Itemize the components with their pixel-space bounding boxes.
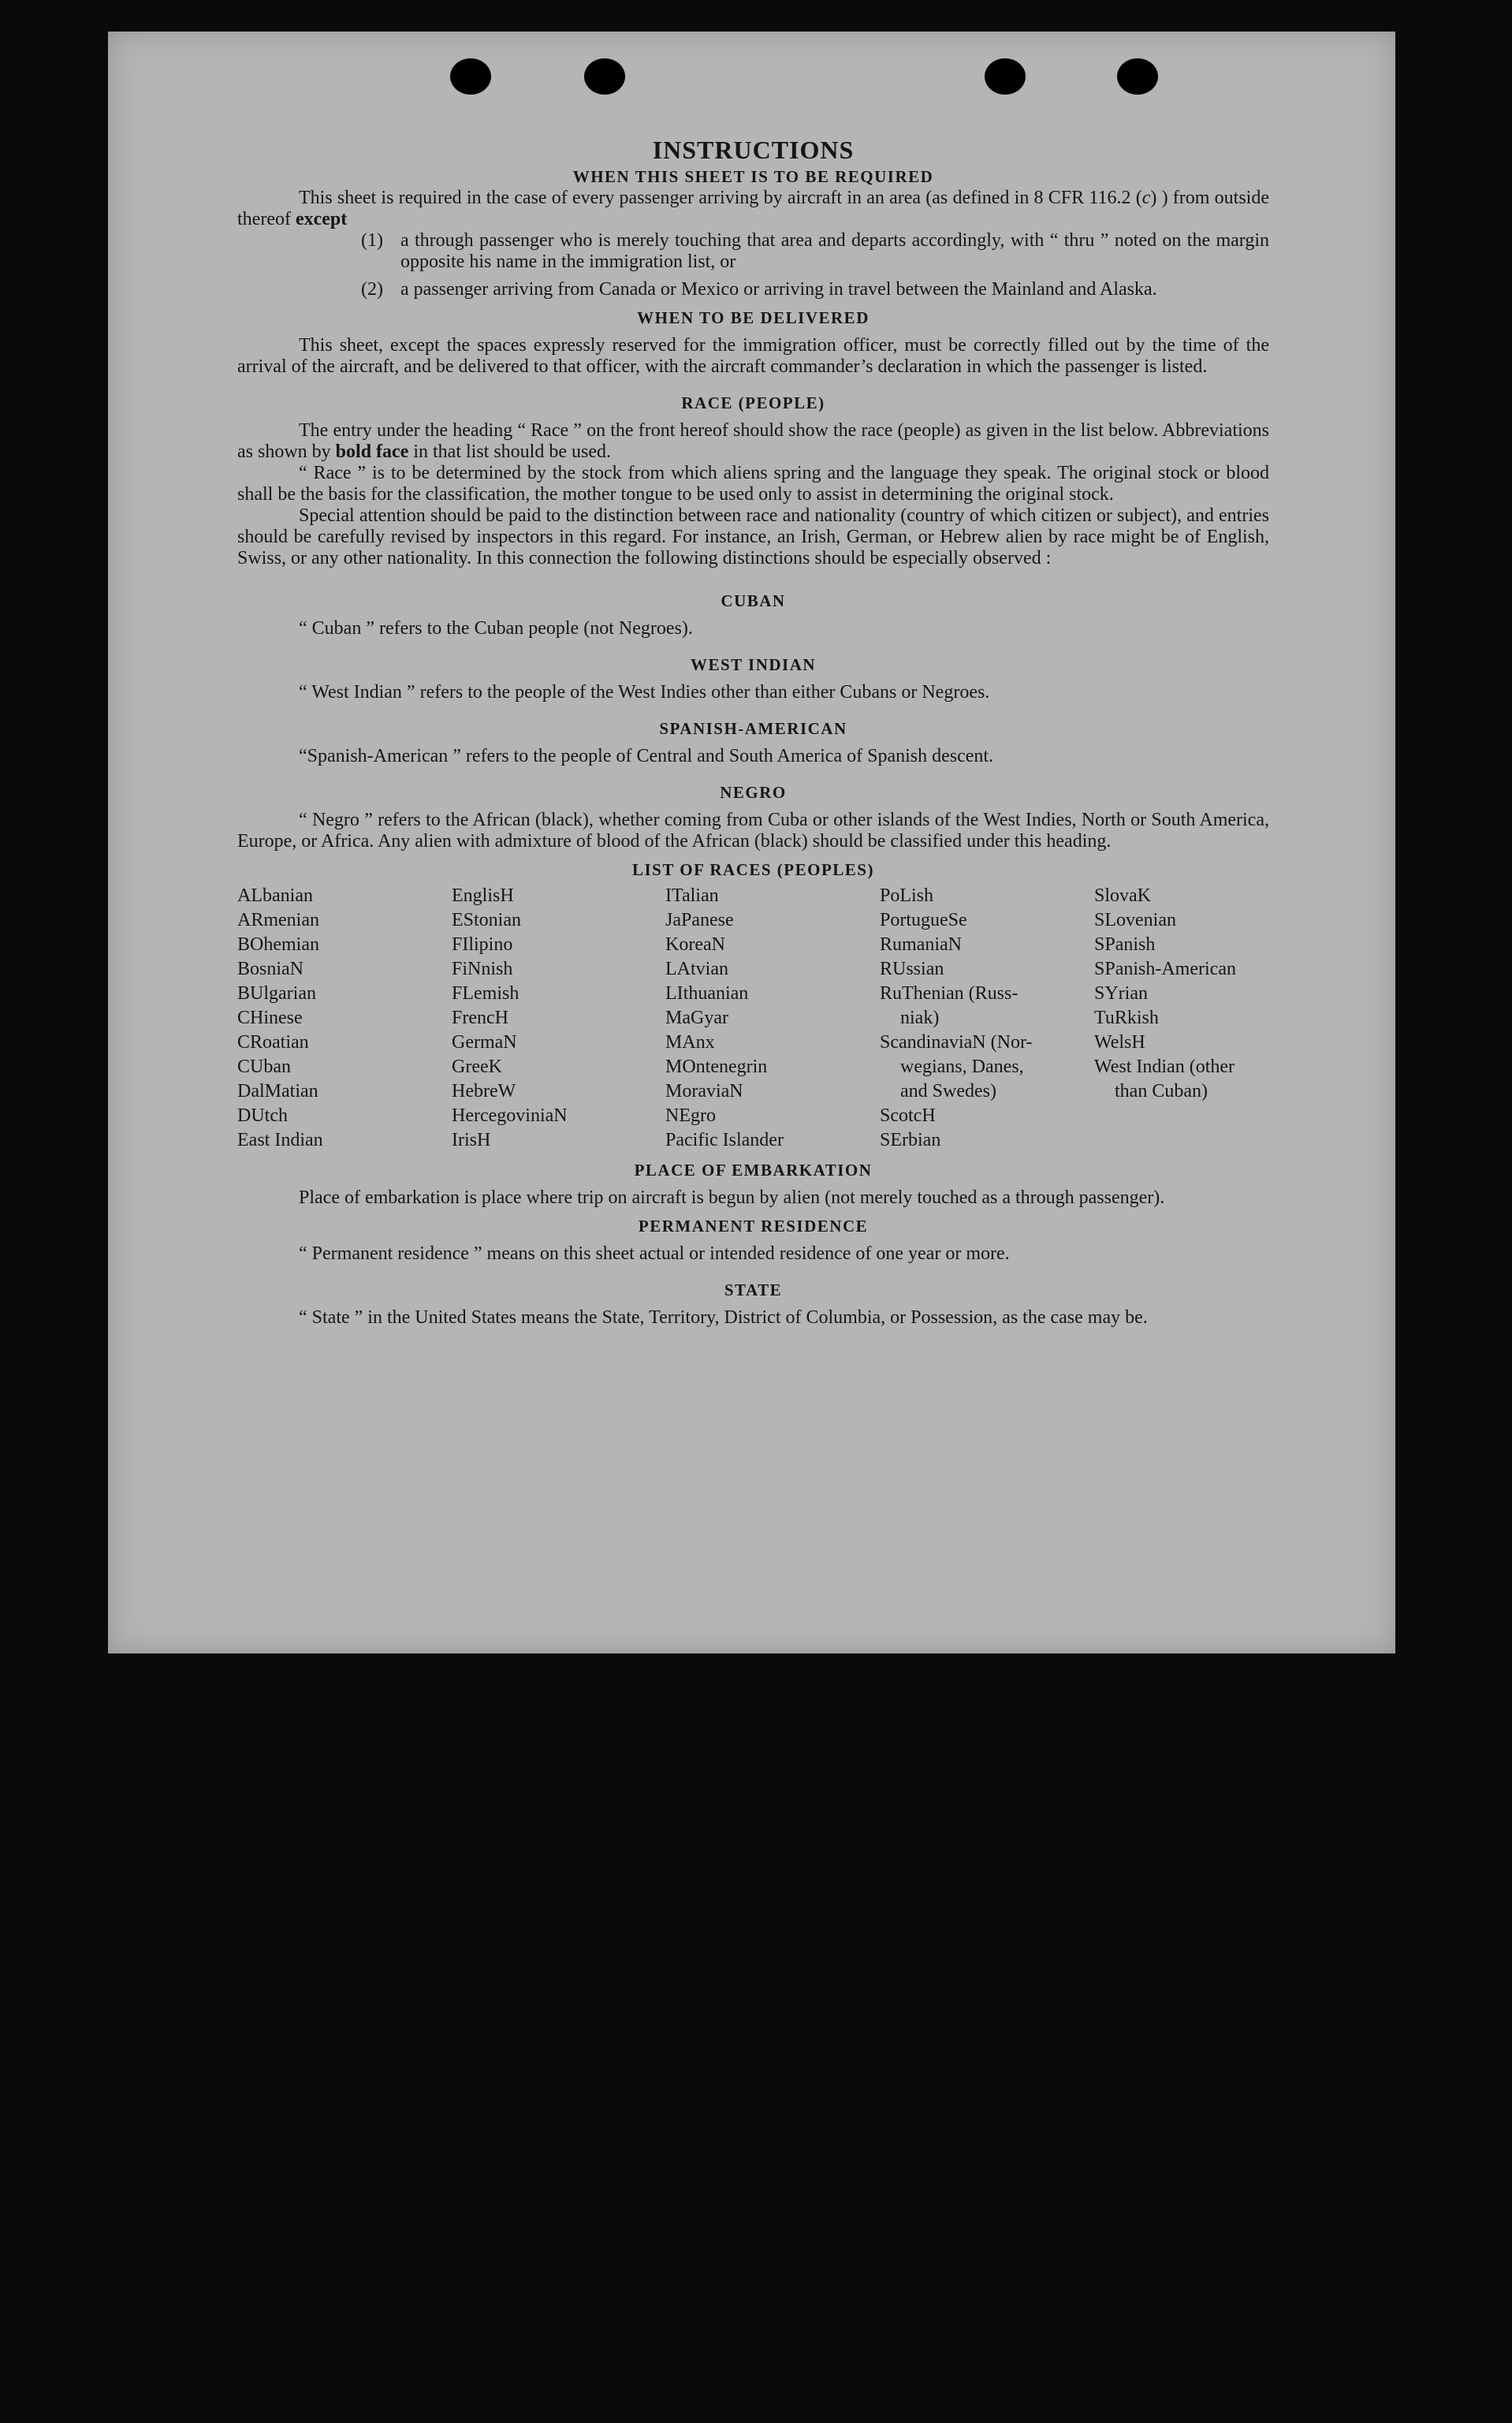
races-column [665, 884, 880, 1153]
exception-item: (2) a passenger arriving from Canada or Mexico or arriving in travel between the Mainland and Alaska. [361, 279, 1157, 300]
race-entry: CHinese [237, 1008, 303, 1028]
race-entry: LAtvian [665, 959, 728, 979]
paragraph-requirement: This sheet is required in the case of every passenger arriving by aircraft in an area (as defined in 8 CFR 116.2 (c) ) from outside thereof except [237, 188, 1269, 229]
race-entry: DUtch [237, 1105, 288, 1126]
race-entry: than Cuban) [1115, 1081, 1208, 1102]
race-entry: ALbanian [237, 885, 313, 906]
race-entry: MaGyar [665, 1008, 728, 1028]
race-entry: SLovenian [1094, 910, 1176, 930]
race-entry: HercegoviniaN [452, 1105, 568, 1126]
race-entry: LIthuanian [665, 983, 749, 1004]
race-entry: JaPanese [665, 910, 734, 930]
page-title: INSTRUCTIONS [652, 136, 855, 164]
exception-item: (1) a through passenger who is merely touching that area and departs accordingly, with “ thru ” noted on the margin opposite his name in the immigration list, or [361, 230, 1269, 272]
race-entry: EnglisH [452, 885, 514, 906]
race-entry: WelsH [1094, 1032, 1145, 1053]
race-entry: MoraviaN [665, 1081, 743, 1102]
race-entry: NEgro [665, 1105, 716, 1126]
paragraph-spanish-american: “Spanish-American ” refers to the people of Central and South America of Spanish descent. [299, 746, 994, 766]
race-entry: Pacific Islander [665, 1130, 784, 1150]
heading-permanent-residence: PERMANENT RESIDENCE [638, 1217, 869, 1236]
races-column [452, 884, 665, 1153]
paragraph-race-entry: The entry under the heading “ Race ” on the front hereof should show the race (people) as given in the list below. Abbreviations as shown by bold face in that list should be used. [237, 420, 1269, 462]
race-entry: DalMatian [237, 1081, 318, 1102]
race-entry: SPanish [1094, 934, 1156, 955]
race-entry: BUlgarian [237, 983, 316, 1004]
race-entry: TuRkish [1094, 1008, 1159, 1028]
race-entry: wegians, Danes, [900, 1057, 1024, 1077]
race-entry: and Swedes) [900, 1081, 996, 1102]
race-entry: FIlipino [452, 934, 513, 955]
race-entry: East Indian [237, 1130, 323, 1150]
heading-when-delivered: WHEN TO BE DELIVERED [637, 308, 870, 327]
paragraph-negro: “ Negro ” refers to the African (black), whether coming from Cuba or other islands of the West Indies, North or South America, Europe, or Africa. Any alien with admixture of blood of the African (black) should be classified under this heading. [237, 810, 1269, 852]
races-list [237, 884, 1269, 1153]
paragraph-embarkation: Place of embarkation is place where trip on aircraft is begun by alien (not merely touched as a through passenger). [299, 1187, 1165, 1208]
races-column [1094, 884, 1269, 1153]
race-entry: RuThenian (Russ- [880, 983, 1019, 1004]
heading-spanish-american: SPANISH-AMERICAN [659, 719, 847, 738]
heading-negro: NEGRO [720, 783, 787, 802]
paragraph-state: “ State ” in the United States means the State, Territory, District of Columbia, or Possession, as the case may be. [299, 1307, 1148, 1328]
race-entry: SYrian [1094, 983, 1148, 1004]
race-entry: ScotcH [880, 1105, 936, 1126]
race-entry: FrencH [452, 1008, 508, 1028]
heading-list-of-races: LIST OF RACES (PEOPLES) [632, 860, 874, 879]
paragraph-race-definition: “ Race ” is to be determined by the stock from which aliens spring and the language they speak. The original stock or blood shall be the basis for the classification, the mother tongue to be used only to assist in determining the original stock. [237, 463, 1269, 505]
race-entry: CUban [237, 1057, 291, 1077]
race-entry: GreeK [452, 1057, 502, 1077]
race-entry: EStonian [452, 910, 521, 930]
race-entry: MAnx [665, 1032, 715, 1053]
race-entry: RUssian [880, 959, 944, 979]
race-entry: PoLish [880, 885, 934, 906]
paragraph-delivery: This sheet, except the spaces expressly reserved for the immigration officer, must be correctly filled out by the time of the arrival of the aircraft, and be delivered to that officer, with the aircraft commander’s declaration in which the passenger is listed. [237, 335, 1269, 377]
race-entry: RumaniaN [880, 934, 962, 955]
heading-embarkation: PLACE OF EMBARKATION [634, 1161, 873, 1180]
document-page [108, 32, 1395, 1653]
races-column [237, 884, 452, 1153]
race-entry: SlovaK [1094, 885, 1151, 906]
paragraph-permanent-residence: “ Permanent residence ” means on this sheet actual or intended residence of one year or more. [299, 1243, 1010, 1264]
race-entry: GermaN [452, 1032, 517, 1053]
races-column [880, 884, 1094, 1153]
race-entry: KoreaN [665, 934, 725, 955]
paragraph-west-indian: “ West Indian ” refers to the people of the West Indies other than either Cubans or Negroes. [299, 682, 990, 703]
instructions-body [237, 134, 1269, 1329]
heading-when-required: WHEN THIS SHEET IS TO BE REQUIRED [572, 167, 934, 186]
punch-hole [1117, 58, 1158, 95]
race-entry: ARmenian [237, 910, 319, 930]
race-entry: CRoatian [237, 1032, 309, 1053]
heading-cuban: CUBAN [721, 591, 786, 610]
race-entry: West Indian (other [1094, 1057, 1235, 1077]
punch-hole [450, 58, 491, 95]
heading-state: STATE [724, 1280, 783, 1299]
race-entry: BosniaN [237, 959, 304, 979]
race-entry: BOhemian [237, 934, 319, 955]
race-entry: SErbian [880, 1130, 941, 1150]
race-entry: HebreW [452, 1081, 516, 1102]
race-entry: niak) [900, 1008, 940, 1028]
race-entry: ITalian [665, 885, 719, 906]
race-entry: ScandinaviaN (Nor- [880, 1032, 1033, 1053]
paragraph-race-nationality: Special attention should be paid to the distinction between race and nationality (country of which citizen or subject), and entries should be carefully revised by inspectors in this regard. For instance, an Irish, German, or Hebrew alien by race might be of English, Swiss, or any other nationality. In this connection the following distinctions should be especially observed : [237, 505, 1269, 568]
heading-race: RACE (PEOPLE) [681, 393, 825, 412]
punch-hole [985, 58, 1026, 95]
race-entry: IrisH [452, 1130, 491, 1150]
race-entry: MOntenegrin [665, 1057, 768, 1077]
paragraph-cuban: “ Cuban ” refers to the Cuban people (not Negroes). [299, 618, 693, 639]
punch-hole [584, 58, 625, 95]
heading-west-indian: WEST INDIAN [690, 655, 817, 674]
race-entry: PortugueSe [880, 910, 967, 930]
race-entry: SPanish-American [1094, 959, 1236, 979]
race-entry: FLemish [452, 983, 520, 1004]
race-entry: FiNnish [452, 959, 513, 979]
